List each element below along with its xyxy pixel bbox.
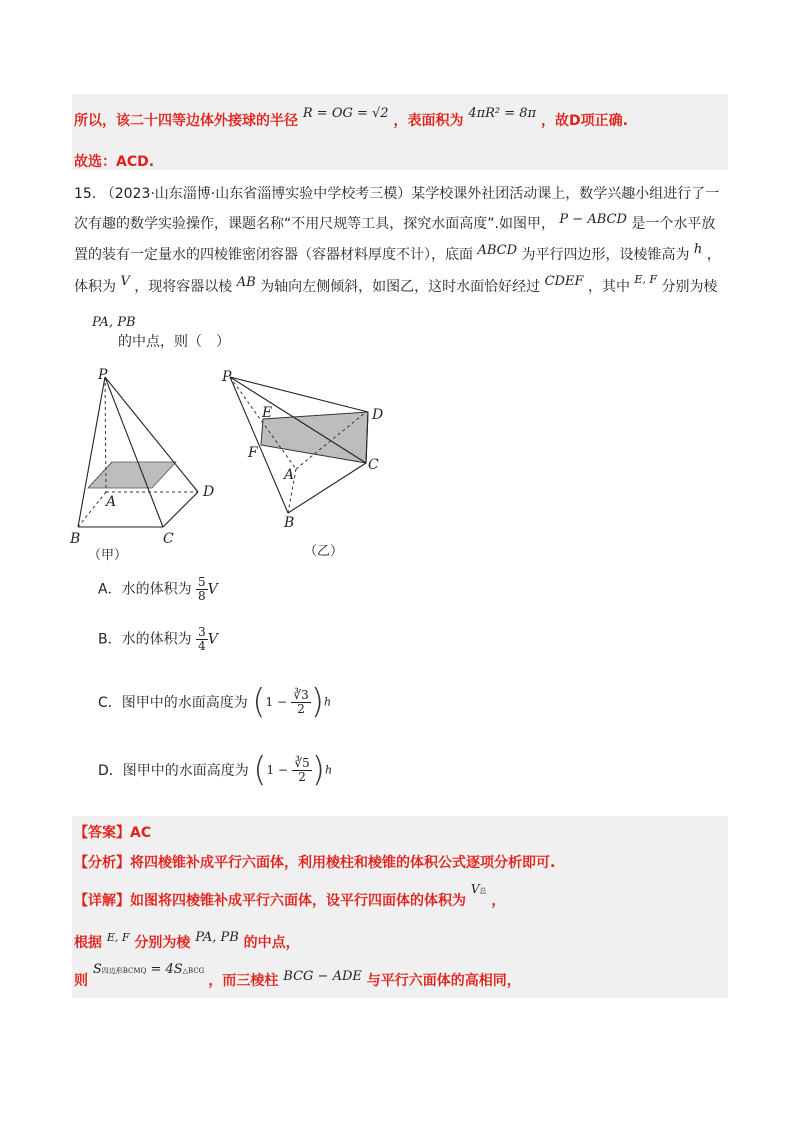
last-sub2: △BCG [182,967,205,975]
option-d-fraction [292,757,311,784]
math-ab: AB [236,275,256,290]
midpoint-line [74,932,300,952]
caption-jia: （甲） [88,548,128,563]
detail-v-sub: 总 [479,887,487,895]
option-d-one: 1 − [266,763,289,777]
label-c-jia: C [163,531,174,547]
problem-text-3a: 置的装有一定量水的四棱锥密闭容器（容器材料厚度不计），底面 [74,247,473,263]
figure-yi [216,365,416,565]
option-d-var: h [325,763,333,777]
water-surface-yi [261,412,368,463]
conclusion-suffix: ，故D项正确. [541,113,628,129]
problem-text-1: （2023·山东淄博·山东省淄博实验中学校考三模）某学校课外社团活动课上，数学兴趣小组进行了一 [100,186,720,202]
math-abcd: ABCD [477,243,518,258]
option-d-label: D．图甲中的水面高度为 [98,763,249,779]
option-a-den: 8 [198,589,206,603]
label-a-jia: A [106,494,117,510]
analysis-line: 【分析】将四棱锥补成平行六面体，利用棱柱和棱锥的体积公式逐项分析即可. [74,855,556,871]
problem-text-4c: 为轴向左侧倾斜，如图乙，这时水面恰好经过 [260,279,541,295]
option-a-num: 5 [198,575,206,589]
problem-text-4a: 体积为 [74,279,116,295]
option-a-fraction [196,576,208,603]
option-c-one: 1 − [265,695,288,709]
problem-line-5: 的中点，则（ ） [118,334,230,350]
last-formula [93,962,209,977]
label-p-jia: P [98,367,108,383]
problem-line-4 [74,273,718,296]
math-v: V [120,274,130,289]
problem-text-4b: ，现将容器以棱 [134,279,233,295]
label-b-yi: B [284,515,295,531]
conclusion-mid: ，表面积为 [393,113,464,129]
label-p-yi: P [222,369,232,385]
last-s: S [92,962,102,977]
option-c-num: ∛3 [293,687,309,702]
last-line [74,962,521,990]
option-b-fraction [196,626,208,653]
option-d-open-paren: ( [253,750,267,790]
problem-text-2a: 次有趣的数学实验操作，课题名称“不用尺规等工具，探究水面高度”.如图甲， [74,216,555,232]
water-surface-jia [88,462,176,488]
math-ef: E, F [634,273,658,286]
detail-line [74,882,506,910]
label-d-yi: D [372,407,384,423]
edge-cd [163,492,198,527]
detail-v [471,882,487,896]
conclusion-line [74,106,628,130]
mid-papb: PA, PB [195,930,239,945]
option-c-label: C．图甲中的水面高度为 [98,695,248,711]
area-formula: 4πR² = 8π [468,106,537,121]
detail-v-letter: V [470,882,480,896]
detail-text-a: 【详解】如图将四棱锥补成平行六面体，设平行四面体的体积为 [74,893,466,909]
option-a-label: A．水的体积为 [98,581,192,598]
problem-text-3c: ， [706,247,721,263]
label-f-yi: F [248,445,258,461]
option-b-label: B．水的体积为 [98,631,192,648]
problem-text-3b: 为平行四边形，设棱锥高为 [521,247,690,263]
edge-bc-yi [288,463,366,513]
last-text-a: 则 [74,973,88,989]
option-c-open-paren: ( [252,682,266,722]
last-sub1: 四边形BCMQ [101,967,147,975]
problem-text-4e: 分别为棱 [661,279,718,295]
edge-pd-yi [230,377,368,412]
label-b-jia: B [70,531,81,547]
option-d-den: 2 [298,769,306,784]
last-text-b: ，而三棱柱 [208,973,279,989]
problem-text-4d: ，其中 [587,279,630,295]
mid-text-c: 的中点， [243,935,300,951]
math-pabcd: P − ABCD [559,212,627,227]
option-d-num: ∛5 [294,755,310,770]
option-c-var: h [324,695,332,709]
conclusion-prefix: 所以，该二十四等边体外接球的半径 [74,113,298,129]
option-c-fraction [291,689,310,716]
option-b-num: 3 [198,625,206,639]
option-b-var: V [207,631,218,648]
option-c-den: 2 [297,701,305,716]
label-e-yi: E [262,405,273,421]
label-a-yi: A [284,467,295,483]
mid-text-a: 根据 [74,935,102,951]
problem-line-2 [74,213,715,233]
option-d[interactable] [98,750,332,790]
option-d-close-paren: ) [311,750,326,790]
math-cdef: CDEF [544,274,584,289]
radius-formula: R = OG = √2 [302,106,389,121]
label-c-yi: C [368,457,379,473]
hidden-edge-ab [78,492,106,527]
option-b[interactable] [98,626,218,653]
math-papb: PA, PB [92,315,136,330]
select-band [72,142,728,170]
select-line: 故选：ACD. [74,154,155,170]
last-text-c: 与平行六面体的高相同， [366,973,521,989]
last-prism: BCG − ADE [283,969,362,984]
option-c-close-paren: ) [310,682,325,722]
detail-text-b: ， [491,893,506,909]
problem-line-3 [74,244,721,264]
mid-text-b: 分别为棱 [134,935,191,951]
caption-yi: （乙） [304,544,344,559]
problem-line-1 [74,183,719,203]
problem-text-2b: 是一个水平放 [631,216,716,232]
mid-ef: E, F [106,931,130,944]
label-d-jia: D [203,484,215,500]
option-a-var: V [207,581,218,598]
option-b-den: 4 [198,639,206,653]
answer-line: 【答案】AC [74,825,152,841]
last-eq: = 4S [146,962,183,977]
math-h: h [693,242,703,257]
edge-pb [78,377,105,527]
option-a[interactable] [98,576,218,603]
problem-number: 15. [74,186,97,202]
option-c[interactable] [98,682,331,722]
